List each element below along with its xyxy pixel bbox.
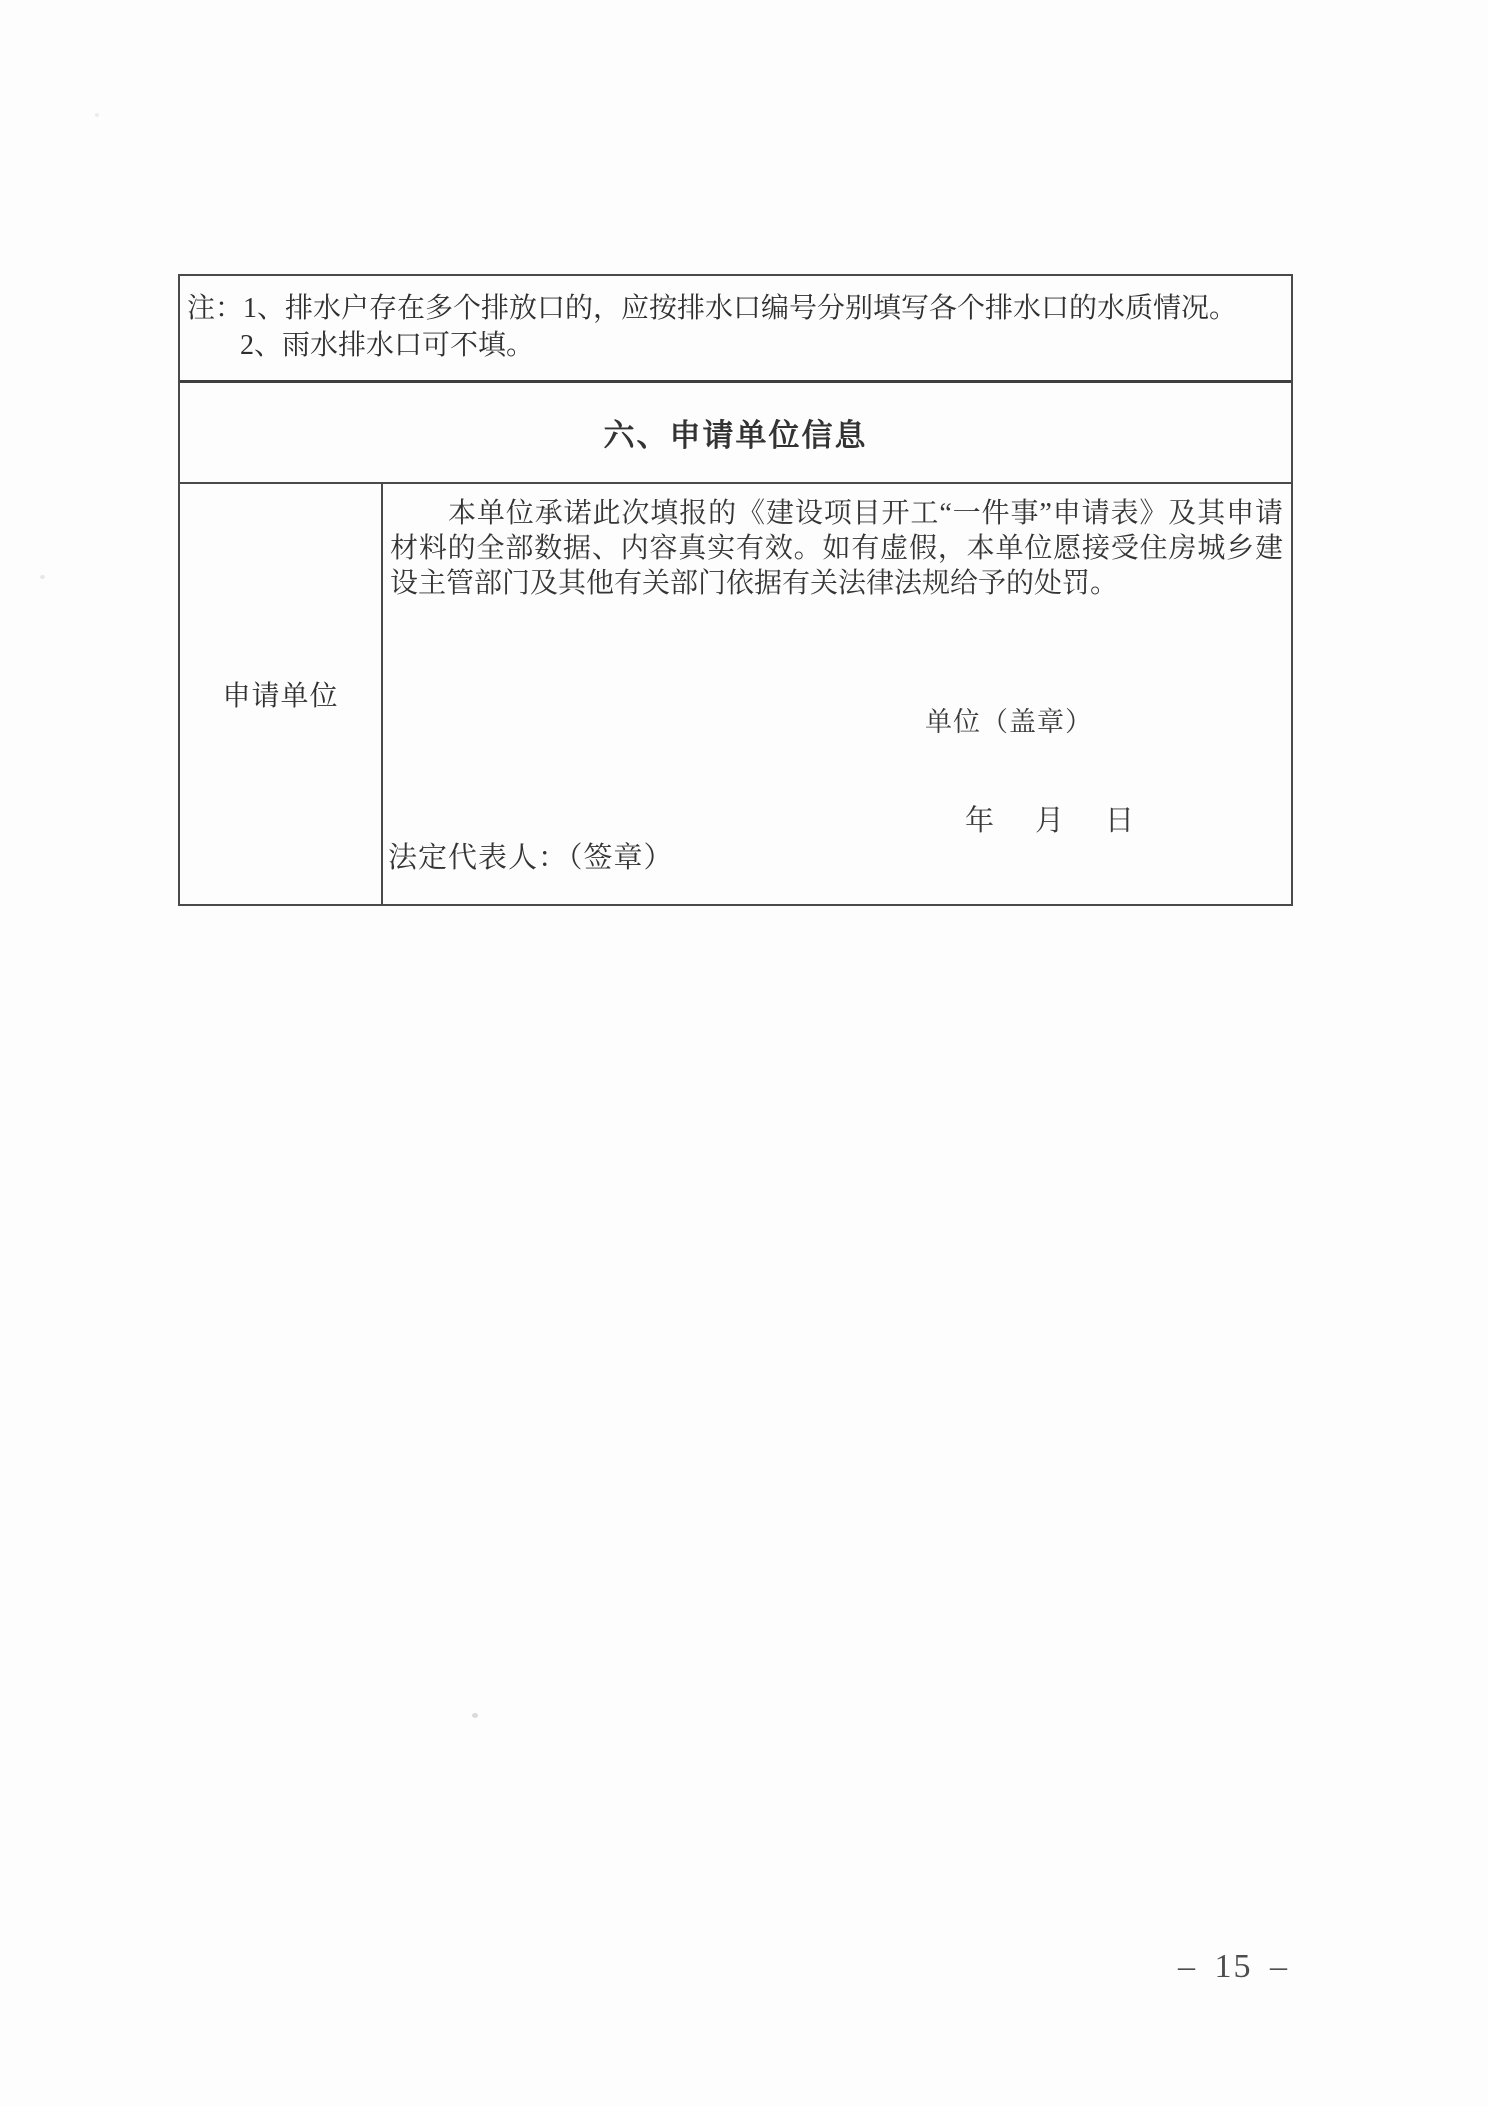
scan-speck xyxy=(472,1713,478,1718)
commitment-paragraph: 本单位承诺此次填报的《建设项目开工“一件事”申请表》及其申请材料的全部数据、内容真实有效。如有虚假，本单位愿接受住房城乡建设主管部门及其他有关部门依据有关法律法规给予的处罚。 xyxy=(390,498,1283,599)
applicant-content-cell xyxy=(383,484,1291,904)
section-title: 六、申请单位信息 xyxy=(603,418,868,453)
page-number: – 15 – xyxy=(1178,1948,1289,1985)
scan-speck xyxy=(95,113,99,117)
note-item-2: 2、雨水排水口可不填。 xyxy=(240,330,535,361)
section-header-row xyxy=(180,383,1291,484)
applicant-label-cell xyxy=(180,484,383,904)
unit-seal-label: 单位（盖章） xyxy=(925,707,1093,737)
notes-prefix: 注： xyxy=(187,293,244,324)
legal-representative-label: 法定代表人：（签章） xyxy=(388,842,674,874)
note-item-1: 1、排水户存在多个排放口的，应按排水口编号分别填写各个排水口的水质情况。 xyxy=(243,293,1238,324)
applicant-info-table xyxy=(178,274,1293,906)
note-line-1 xyxy=(187,290,1281,327)
date-line: 年 月 日 xyxy=(965,805,1141,837)
applicant-row xyxy=(180,484,1291,904)
scan-speck xyxy=(40,575,45,579)
applicant-label: 申请单位 xyxy=(222,681,339,712)
notes-row xyxy=(180,276,1291,383)
